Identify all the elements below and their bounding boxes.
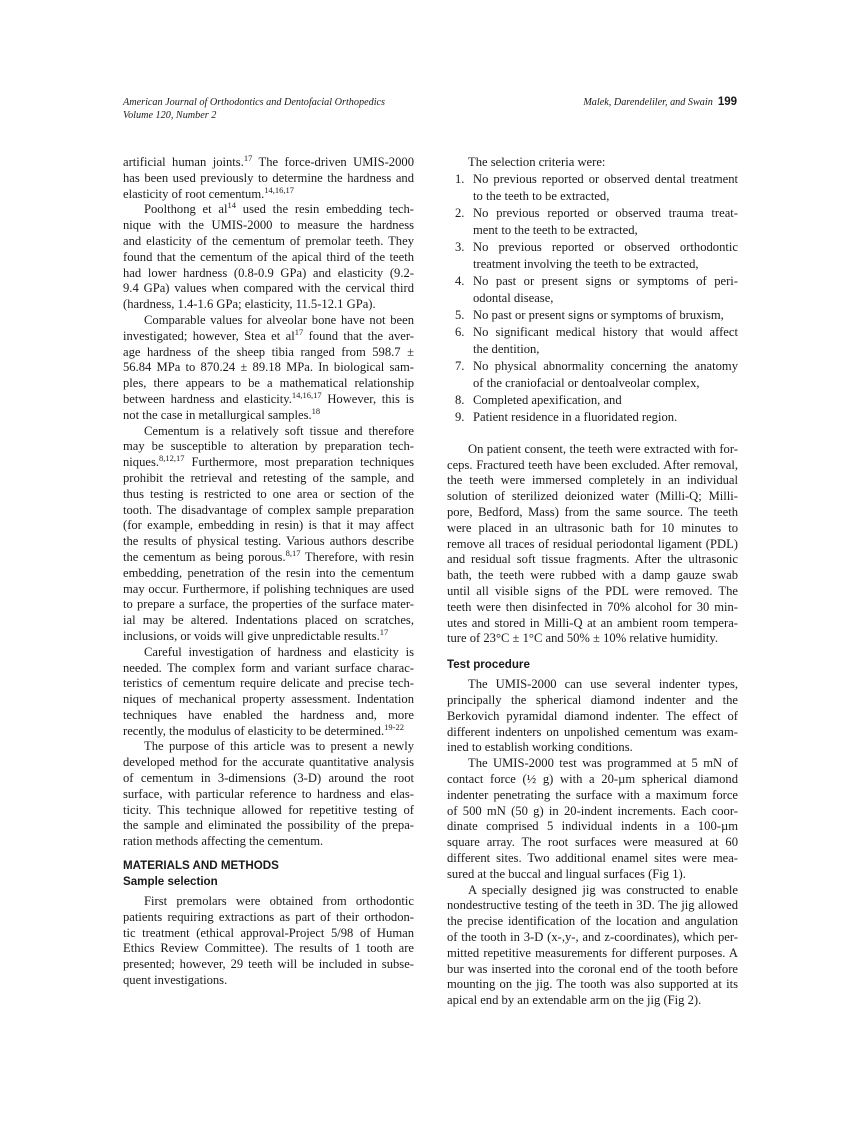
criteria-item <box>447 392 738 409</box>
text-line: thus testing is restricted to one area or section of the <box>123 486 414 501</box>
criteria-number: 6. <box>455 324 465 339</box>
criteria-item <box>447 307 738 324</box>
text-line: indenter penetrating the surface with a maximum force <box>447 787 738 802</box>
page-number: 199 <box>717 96 737 108</box>
text-line: prohibit the retrieval and retesting of the sample, and <box>123 470 414 485</box>
text-line: and residual soft tissue fragments. After the ultrasonic <box>447 552 738 567</box>
criteria-number: 9. <box>455 409 465 424</box>
text-line: age hardness of the sheep tibia ranged from 598.7 ± <box>123 344 414 359</box>
subsection-heading: Sample selection <box>123 875 218 889</box>
citation-superscript: 14,16,17 <box>264 184 295 195</box>
text-line: may be susceptible to alteration by preparation tech- <box>123 439 414 454</box>
left-column <box>123 155 414 989</box>
running-header-left <box>123 96 385 122</box>
intro-paragraphs <box>123 155 414 850</box>
text-line: The purpose of this article was to present a newly <box>144 739 414 754</box>
text-line: were placed in an ultrasonic bath for 10 minutes to <box>447 520 738 535</box>
citation-superscript: 18 <box>311 405 321 416</box>
text-line: The UMIS-2000 test was programmed at 5 mN of <box>468 756 738 771</box>
criteria-number: 1. <box>455 171 465 186</box>
criteria-text-line: No previous reported or observed orthodontic <box>473 239 738 254</box>
citation-superscript: 17 <box>294 326 304 337</box>
text-line: investigated; however, Stea et $al^{17}$ found that the aver- <box>123 326 415 343</box>
consent-paragraphs <box>447 442 738 647</box>
text-line: remove all traces of residual periodontal ligament (PDL) <box>447 536 738 551</box>
test-procedure-heading: Test procedure <box>447 658 530 672</box>
criteria-item <box>447 324 738 358</box>
selection-criteria-list <box>447 171 738 426</box>
criteria-item <box>447 171 738 205</box>
test-procedure-paragraphs <box>447 677 738 1009</box>
text-line: ture of 23°C ± 1°C and 50% ± 10% relative humidity. <box>447 631 719 646</box>
criteria-item <box>447 273 738 307</box>
text-line: not the case in metallurgical samples.$^{18}$ <box>123 405 321 422</box>
text-line: Ethics Review Committee). The results of 1 tooth are <box>123 941 414 956</box>
criteria-intro-text: The selection criteria were: <box>468 155 606 169</box>
text-line: developed method for the accurate quantitative analysis <box>123 755 414 770</box>
text-line: mounting on the jig. The tooth was also supported at its <box>447 977 738 992</box>
criteria-number: 3. <box>455 239 465 254</box>
right-column <box>447 155 738 1009</box>
text-line: (hardness, 1.4-1.6 GPa; elasticity, 11.5-12.1 GPa). <box>123 297 376 312</box>
text-line: tic treatment (ethical approval-Project 5/98 of Human <box>123 925 414 940</box>
text-line: different indenters on unpolished cementum was exam- <box>447 724 738 739</box>
text-line: niques.$^{8,12,17}$ Furthermore, most preparation techniques <box>123 453 414 470</box>
criteria-text-line: odontal disease, <box>473 290 554 305</box>
sample-selection-paragraphs <box>123 894 414 989</box>
criteria-text-line: No previous reported or observed trauma treat- <box>473 205 738 220</box>
journal-volume: Volume 120, Number 2 <box>123 110 217 121</box>
text-line: A specially designed jig was constructed to enable <box>468 882 738 897</box>
text-line: teristics of cementum require delicate and precise tech- <box>123 676 414 691</box>
paragraph <box>123 739 414 850</box>
paragraph <box>447 756 738 882</box>
text-line: of cementum in 3-dimensions (3-D) around the root <box>123 771 414 786</box>
text-line: sured at the buccal and lingual surfaces (Fig 1). <box>447 866 686 881</box>
text-line: (for example, embedding in resin) is that it may affect <box>123 518 414 533</box>
text-line: niques of mechanical property assessment. Indentation <box>123 692 414 707</box>
citation-superscript: 8,12,17 <box>159 453 185 464</box>
text-line: recently, the modulus of elasticity to be determined.$^{19-22}$ <box>123 721 404 738</box>
text-line: apical end by an extendable arm on the jig (Fig 2). <box>447 993 702 1008</box>
criteria-text-line: to the teeth to be extracted, <box>473 188 610 203</box>
text-line: surface, with particular reference to hardness and elas- <box>123 786 414 801</box>
criteria-item <box>447 239 738 273</box>
criteria-number: 4. <box>455 273 465 288</box>
paragraph <box>123 202 414 313</box>
text-line: the cementum as being porous.$^{8,17}$ Therefore, with resin <box>123 547 415 564</box>
criteria-number: 5. <box>455 307 465 322</box>
text-line: ples, there appears to be a mathematical relationship <box>123 376 414 391</box>
text-line: nique with the UMIS-2000 to measure the hardness <box>123 218 414 233</box>
criteria-item <box>447 358 738 392</box>
citation-superscript: 19-22 <box>384 721 404 732</box>
text-line: techniques have enabled the hardness and, more <box>123 707 414 722</box>
text-line: quent investigations. <box>123 973 228 988</box>
text-line: ticity. This technique allowed for repetitive testing of <box>123 802 414 817</box>
citation-superscript: 14 <box>227 200 237 211</box>
text-line: had lower hardness (0.8-0.9 GPa) and elasticity (9.2- <box>123 265 414 280</box>
text-line: needed. The complex form and variant surface charac- <box>123 660 414 675</box>
text-line: ceps. Fractured teeth have been excluded. After removal, <box>447 457 738 472</box>
text-line: of the tooth in 3-D (x-,y-, and z-coordinates), which per- <box>447 929 738 944</box>
criteria-intro <box>447 155 738 171</box>
text-line: tooth. The disadvantage of complex sample preparation <box>123 502 414 517</box>
criteria-text-line: No significant medical history that would affect <box>473 324 738 339</box>
text-line: The UMIS-2000 can use several indenter types, <box>468 677 738 692</box>
running-header-right <box>583 96 737 109</box>
section-heading: MATERIALS AND METHODS <box>123 859 279 873</box>
text-line: Cementum is a relatively soft tissue and therefore <box>144 423 414 438</box>
text-line: patients requiring extractions as part of their orthodon- <box>123 909 414 924</box>
text-line: the teeth were immersed completely in an individual <box>447 473 738 488</box>
text-line: solution of sterilized deionized water (Milli-Q; Milli- <box>447 489 738 504</box>
text-line: to prepare a surface, the properties of the surface mater- <box>123 597 414 612</box>
text-line: mitted repetitive measurements for different purposes. A <box>447 945 738 960</box>
criteria-text-line: No past or present signs or symptoms of peri- <box>473 273 738 288</box>
text-line: utes and stored in Milli-Q at an ambient room tempera- <box>447 615 738 630</box>
criteria-item <box>447 409 738 426</box>
criteria-item <box>447 205 738 239</box>
text-line: ration methods affecting the cementum. <box>123 834 324 849</box>
criteria-text-line: the dentition, <box>473 341 540 356</box>
text-line: contact force (½ g) with a 20-µm spherical diamond <box>447 771 738 786</box>
text-line: nondestructive testing of the teeth in 3D. The jig allowed <box>447 898 738 913</box>
text-line: Poolthong et $al^{14}$ used the resin embedding tech- <box>144 200 414 217</box>
citation-superscript: 17 <box>243 153 253 163</box>
text-line: square array. The root surfaces were measured at 60 <box>447 835 738 850</box>
text-line: 56.84 MPa to 870.24 ± 89.18 MPa. In biological sam- <box>123 360 414 375</box>
text-line: 9.4 GPa) values when compared with the cervical third <box>123 281 414 296</box>
text-line: different sites. Two additional enamel sites were mea- <box>447 850 738 865</box>
paragraph <box>123 424 414 645</box>
text-line: the results of physical testing. Various authors describe <box>123 534 414 549</box>
text-line: On patient consent, the teeth were extracted with for- <box>468 441 738 456</box>
text-line: pore, Bedford, Mass) from the same source. The teeth <box>447 504 738 519</box>
text-line: Careful investigation of hardness and elasticity is <box>144 644 414 659</box>
text-line: embedding, penetration of the resin into the cementum <box>123 565 414 580</box>
criteria-text-line: Patient residence in a fluoridated region. <box>473 409 678 424</box>
text-line: Berkovich pyramidal diamond indenter. The effect of <box>447 708 738 723</box>
journal-title: American Journal of Orthodontics and Dentofacial Orthopedics <box>123 97 386 108</box>
citation-superscript: 8,17 <box>285 547 301 558</box>
criteria-text-line: treatment involving the teeth to be extracted, <box>473 256 699 271</box>
text-line: elasticity of root cementum.$^{14,16,17}$ <box>123 184 295 201</box>
text-line: First premolars were obtained from orthodontic <box>144 894 414 909</box>
text-line: principally the spherical diamond indenter and the <box>447 692 738 707</box>
criteria-text-line: Completed apexification, and <box>473 392 622 407</box>
criteria-text-line: ment to the teeth to be extracted, <box>473 222 638 237</box>
criteria-text-line: No physical abnormality concerning the anatomy <box>473 358 738 373</box>
text-line: bath, the teeth were rubbed with a damp gauze swab <box>447 568 738 583</box>
text-line: between hardness and elasticity.$^{14,16,17}$ However, this is <box>123 389 414 406</box>
text-line: inclusions, or voids will give unpredictable results.$^{17}$ <box>123 626 389 643</box>
text-line: artificial human joints.$^{17}$ The force-driven UMIS-2000 <box>123 153 414 169</box>
paragraph <box>123 894 414 989</box>
paragraph <box>123 645 414 740</box>
paragraph <box>123 313 414 424</box>
text-line: teeth were then disinfected in 70% alcohol for 30 min- <box>447 599 738 614</box>
text-line: bur was inserted into the coronal end of the tooth before <box>447 961 738 976</box>
text-line: presented; however, 29 teeth will be included in subse- <box>123 957 414 972</box>
text-line: and elasticity of the cementum of premolar teeth. They <box>123 233 414 248</box>
paragraph <box>447 677 738 756</box>
paragraph <box>447 442 738 647</box>
citation-superscript: 14,16,17 <box>291 389 322 400</box>
text-line: until all visible signs of the PDL were removed. The <box>447 583 738 598</box>
paragraph <box>123 155 414 202</box>
text-line: found that the cementum of the apical third of the teeth <box>123 249 414 264</box>
criteria-text-line: No past or present signs or symptoms of bruxism, <box>473 307 724 322</box>
text-line: dinate comprised 5 individual indents in a 100-µm <box>447 819 738 834</box>
criteria-text-line: No previous reported or observed dental treatment <box>473 171 738 186</box>
text-line: ial may be altered. Indentations placed on scratches, <box>123 613 414 628</box>
text-line: ined to establish working conditions. <box>447 740 633 755</box>
criteria-text-line: of the craniofacial or dentoalveolar complex, <box>473 375 700 390</box>
text-line: has been used previously to determine the hardness and <box>123 170 414 185</box>
criteria-number: 2. <box>455 205 465 220</box>
text-line: of 500 mN (50 g) in 20-indent increments. Each coor- <box>447 803 738 818</box>
criteria-number: 7. <box>455 358 465 373</box>
text-line: may occur. Furthermore, if polishing techniques are used <box>123 581 414 596</box>
text-line: the precise identification of the location and angulation <box>447 914 738 929</box>
paragraph <box>447 883 738 1009</box>
criteria-number: 8. <box>455 392 465 407</box>
author-names: Malek, Darendeliler, and Swain <box>583 97 713 108</box>
text-line: the sample and eliminated the possibility of the prepa- <box>123 818 414 833</box>
citation-superscript: 17 <box>379 626 389 637</box>
text-line: Comparable values for alveolar bone have not been <box>144 312 414 327</box>
